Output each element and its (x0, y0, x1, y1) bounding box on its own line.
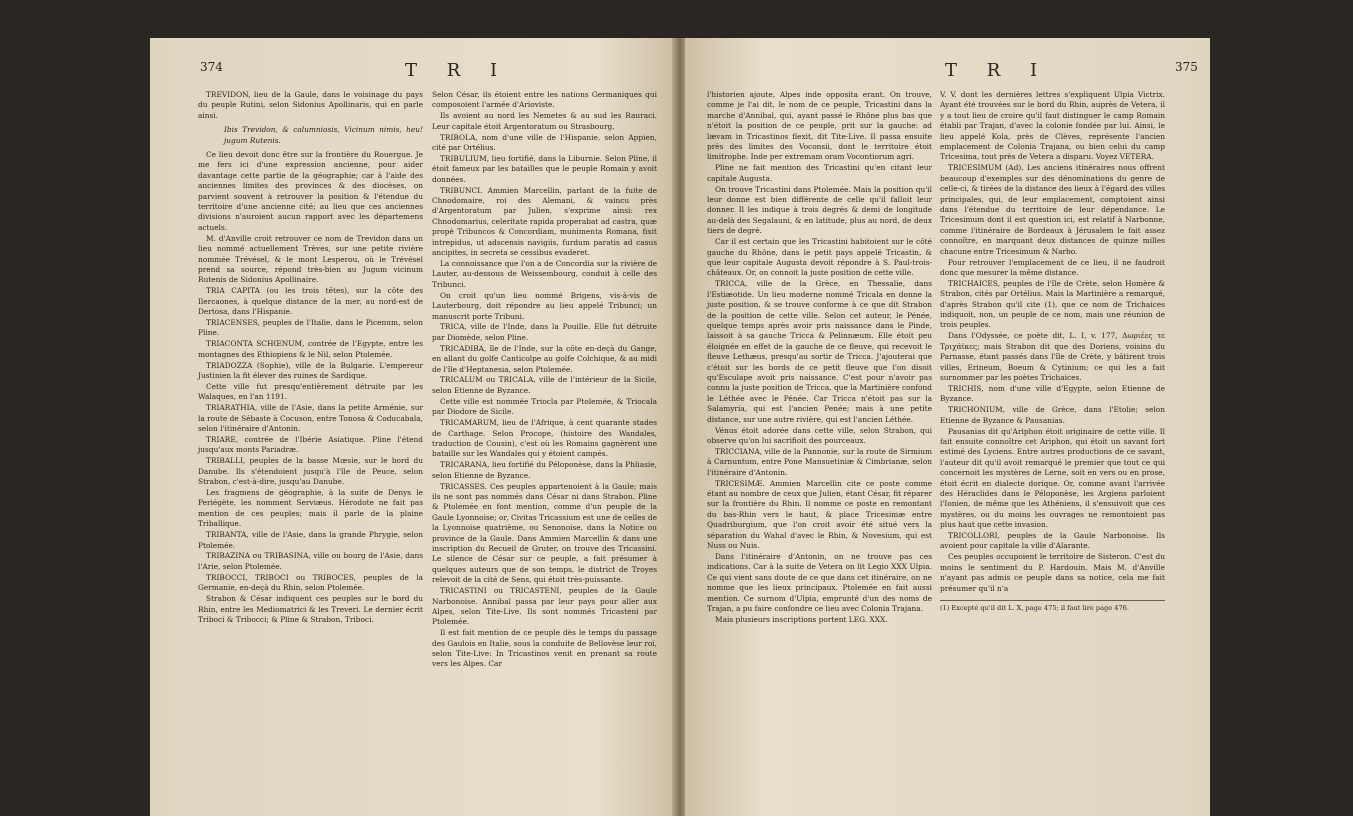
left-header (200, 60, 645, 82)
paragraph: TRICCIANA, ville de la Pannonie, sur la route de Sirmium à Carnuntum, entre Pone Mansuetiniæ & Cimbrianæ, selon l'itinéraire d'Antonin. (707, 446, 932, 477)
paragraph: TRIBAZINA ou TRIBASINA, ville ou bourg de l'Asie, dans l'Arie, selon Ptolemée. (198, 551, 423, 571)
paragraph: TRICARANA, lieu fortifié du Péloponèse, dans la Phliasie, selon Etienne de Byzance. (432, 460, 657, 480)
paragraph: Cette ville fut presqu'entièrement détruite par les Walaques, en l'an 1191. (198, 381, 423, 402)
paragraph: Pline ne fait mention des Tricastini qu'en citant leur capitale Augusta. (707, 163, 932, 183)
right-header (735, 60, 1198, 82)
paragraph: TRICASSES. Ces peuples appartenoient à la Gaule; mais ils ne sont pas nommés dans César ni dans Strabon. Pline & Ptolemée en font mention, comme d'un peuple de la Gaule Lyonnoise; or, Civitas Tricassium est une de celles de la Lyonnoise quatrième, ou Senonoise, dans la Notice ou province de la Gaule. Dans Ammien Marcellin & dans une inscription du Recueil de Gruter, on trouve des Tricassini. Le silence de César sur ce peuple, a fait présumer à quelques auteurs que de son temps, le district de Troyes relevoit de la cité de Sens, qui étoit très-puissante. (432, 481, 657, 585)
paragraph: Car il est certain que les Tricastini habitoient sur le côté gauche du Rhône, dans le petit pays appelé Tricastin, & que leur capitale Augusta devoit répondre à S. Paul-trois-châteaux. Or, on connoit la juste position de cette ville. (707, 237, 932, 278)
running-title: T R I (945, 60, 1050, 81)
paragraph: Selon César, ils étoient entre les nations Germaniques qui composoient l'armée d'Arioviste. (432, 90, 657, 110)
paragraph: TRIA CAPITA (ou les trois têtes), sur la côte des Ilercaones, à quelque distance de la mer, au nord-est de Dertosa, dans l'Hispanie. (198, 286, 423, 317)
paragraph: TRICHAICES, peuples de l'île de Crète, selon Homère & Strabon, cités par Ortélius. Mais la Martinière a remarqué, d'après Strabon qu'il cite (1), que ce nom de Trichaices indiquoit, non, un peuple de ce nom, mais une réunion de trois peuples. (940, 278, 1165, 330)
running-title: T R I (405, 60, 510, 81)
paragraph: TRIBANTA, ville de l'Asie, dans la grande Phrygie, selon Ptolemée. (198, 530, 423, 550)
paragraph: TRICASTINI ou TRICASTENI, peuples de la Gaule Narbonoise. Annibal passa par leur pays pour aller aux Alpes, selon Tite-Live. Ils sont nommés Tricasteni par Ptolemée. (432, 586, 657, 627)
paragraph: TRICESIMÆ. Ammien Marcellin cite ce poste comme étant au nombre de ceux que Julien, étant César, fit réparer sur la frontière du Rhin. Il nomme ce poste en remontant du bas-Rhin vers le haut, & place Tricesimæ entre Quadriburgium, que l'on croit avoir été situé vers la séparation du Wahal d'avec le Rhin, & Novesium, qui est Nuss ou Nuis. (707, 478, 932, 550)
paragraph: Ils avoient au nord les Nemetes & au sud les Rauraci. Leur capitale étoit Argentoratum ou Strasbourg. (432, 111, 657, 131)
paragraph: Il est fait mention de ce peuple dès le temps du passage des Gaulois en Italie, sous la conduite de Bellovèse leur roi, selon Tite-Live: In Tricastinos venit en prenant sa route vers les Alpes. Car (432, 628, 657, 669)
left-page (150, 38, 675, 816)
paragraph: TRIBOLA, nom d'une ville de l'Hispanie, selon Appien, cité par Ortélius. (432, 132, 657, 153)
paragraph: TRIACONTA SCHŒNUM, contrée de l'Egypte, entre les montagnes des Ethiopiens & le Nil, selon Ptolemée. (198, 339, 423, 359)
paragraph: Strabon & César indiquent ces peuples sur le bord du Rhin, entre les Mediomatrici & les Treveri. Le dernier écrit Triboci & Tribocci; & Pline & Strabon, Triboci. (198, 594, 423, 624)
paragraph: TRICALUM ou TRICALA, ville de l'intérieur de la Sicile, selon Etienne de Byzance. (432, 375, 657, 395)
paragraph: Dans l'itinéraire d'Antonin, on ne trouve pas ces indications. Car à la suite de Vetera on lit Legio XXX Ulpia. Ce qui vient sans doute de ce que dans cet itinéraire, on ne nomme que les lieux principaux. Ptolemée en fait aussi mention. Ce surnom d'Ulpia, emprunté d'un des noms de Trajan, a pu faire confondre ce lieu avec Colonia Trajana. (707, 551, 932, 613)
paragraph: Mais plusieurs inscriptions portent LEG. XXX. (715, 614, 888, 624)
left-column-2 (432, 90, 657, 670)
paragraph: TRIBOCCI, TRIBOCI ou TRIBOCES, peuples de la Germanie, en-deçà du Rhin, selon Ptolemée. (198, 572, 423, 593)
paragraph: l'historien ajoute, Alpes inde opposita erant. On trouve, comme je l'ai dit, le nom de ce peuple, Tricastini dans la marche d'Annibal, qui, ayant passé le Rhône plus bas que n'étoit la position de ce peuple, prit sur la gauche: ad lævam in Tricastinos flexit, dit Tite-Live. Il passa ensuite près des limites des Voconsii, dont le territoire étoit limitrophe. Inde per extremam oram Vocontiorum agri. (707, 90, 932, 162)
paragraph: La connoissance que l'on a de Concordia sur la rivière de Lauter, au-dessous de Weissembourg, conduit à celle des Tribunci. (432, 259, 657, 289)
paragraph: On trouve Tricastini dans Ptolemée. Mais la position qu'il leur donne est bien différente de celle qu'il falloit leur donner. Il les indique à trois degrés & demi de longitude au-delà des Segalauni, & en latitude, plus au nord, de deux tiers de degré. (707, 184, 932, 236)
paragraph: Vénus étoit adorée dans cette ville, selon Strabon, qui observe qu'on lui sacrifioit des pourceaux. (707, 425, 932, 445)
paragraph: TRICA, ville de l'Inde, dans la Pouille. Elle fut détruite par Diomède, selon Pline. (432, 322, 657, 342)
paragraph: TRICOLLORI, peuples de la Gaule Narbonoise. Ils avoient pour capitale la ville d'Alarante. (940, 531, 1165, 551)
paragraph: TRIARE, contrée de l'Ibérie Asiatique. Pline l'étend jusqu'aux monts Pariadræ. (198, 435, 423, 455)
paragraph: TRIBULIUM, lieu fortifié, dans la Liburnie. Selon Pline, il étoit fameux par les batailles que le peuple Romain y avoit données. (432, 153, 657, 184)
paragraph: Ibis Trevidon, & calumniosis, Vicinum nimis, heu! jugum Rutenis. (224, 125, 423, 145)
paragraph: On croit qu'un lieu nommé Brigens, vis-à-vis de Lauterbourg, doit répondre au lieu appelé Tribunci; un manuscrit porte Tribuni. (432, 290, 657, 321)
page-number: 374 (200, 60, 223, 74)
left-column-1 (198, 90, 423, 626)
paragraph: V. V. dont les dernières lettres s'expliquent Ulpia Victrix. Ayant été trouvées sur le bord du Rhin, auprès de Vetera, il y a tout lieu de croire qu'il faut distinguer le camp Romain établi par Trajan, d'avec la colonie fondée par lui. Ainsi, le lieu appelé Kola, près de Clèves, représente l'ancien emplacement de Colonia Trajana, ou bien celui du camp Tricesima, tout près de Vetera a disparu. Voyez VETERA. (940, 90, 1165, 162)
paragraph: Ces peuples occupoient le territoire de Sisteron. C'est du moins le sentiment du P. Hardouin. Mais M. d'Anville n'ayant pas admis ce peuple dans sa notice, cela me fait présumer qu'il n'a (940, 552, 1165, 593)
paragraph: Les fragmens de géographie, à la suite de Denys le Periégète, les nomment Serviæus. Hérodote ne fait pas mention de ces peuples; mais il parle de la plaine Triballique. (198, 488, 423, 529)
paragraph: Ce lieu devoit donc être sur la frontière du Rouergue. Je me fers ici d'une expression ancienne, pour aider davantage cette partie de la géographie; car à l'aide des anciennes limites des provinces & des diocèses, on parvient souvent à retrouver la position & l'étendue du territoire d'une ancienne cité; au lieu que ces anciennes divisions n'auroient aucun rapport avec les départemens actuels. (198, 150, 423, 232)
paragraph: TRICESIMUM (Ad). Les anciens itinéraires nous offrent beaucoup d'exemples sur des dénominations du genre de celle-ci, & tirées de la distance des lieux à l'égard des villes principales, qui, de leur emplacement, comptoient ainsi dans l'étendue du territoire de leur dépendance. Le Tricesimum dont il est question ici, est relatif à Narbonne, comme l'itinéraire de Bordeaux à Jérusalem le fait assez connoître, en marquant deux distances de quinze milles chacune entre Tricesimum & Narbo. (940, 163, 1165, 256)
paragraph: TRIBALLI, peuples de la basse Mœsie, sur le bord du Danube. Ils s'étendoient jusqu'à l'île de Peuce, selon Strabon, c'est-à-dire, jusqu'au Danube. (198, 456, 423, 487)
paragraph: TRIBUNCI. Ammien Marcellin, parlant de la fuite de Chnodomaire, roi des Alemani, & vaincu près d'Argentoratum par Julien, s'exprime ainsi: rex Chnodomarius, celeritate rapida properabat ad castra, quæ propè Tribuncos & Concordiam, munimenta Romana, fixit intrepidus, ut adscensis navigiis, furdum paratis ad casus ancipites, in secreta se cessibus evaderet. (432, 185, 657, 258)
page-number: 375 (1175, 60, 1198, 74)
paragraph: TRICCA, ville de la Grèce, en Thessalie, dans l'Estiæotide. Un lieu moderne nommé Tricala en donne la juste position, & se trouve conforme à ce que dit Strabon de la position de cette ville. Selon cet auteur, le Pénée, quelque temps après avoir pris naissance dans le Pinde, laissoit à sa gauche Tricca & Pelinnæum. Elle étoit peu éloignée en effet de la gauche de ce fleuve, qui recevoit le fleuve Lethæus, presqu'au sortir de Tricca. J'ajouterai que c'étoit sur les bords de ce petit fleuve que l'on disoit qu'Esculape avoit pris naissance. C'est pour n'avoir pas connu la juste position de Tricca, que la Martinière confond le Léthée avec le Pénée. Car Tricca n'étoit pas sur la Salamyria, qui est l'ancien Penée; mais à une petite distance, sur une autre rivière, qui est l'ancien Léthée. (707, 279, 932, 424)
paragraph: TRIADOZZA (Sophie), ville de la Bulgarie. L'empereur Justinien la fit élever des ruines de Sardique. (198, 360, 423, 381)
right-column-1 (707, 90, 932, 626)
paragraph: TRIACENSES, peuples de l'Italie, dans le Picenum, selon Pline. (198, 318, 423, 338)
right-column-2 (940, 90, 1165, 614)
paragraph: TRICHIS, nom d'une ville d'Egypte, selon Etienne de Byzance. (940, 383, 1165, 404)
paragraph: Pausanias dit qu'Ariphon étoit originaire de cette ville. Il fait ensuite connoître cet Ariphon, qui étoit un savant fort estimé des Lyciens. Entre autres productions de ce savant, l'auteur dit qu'il avoit remarqué le premier que tout ce qui concernoit les mystères de Lerne, soit en vers ou en prose, étoit écrit en dialecte dorique. Or, comme avant l'arrivée des Héraclides dans le Péloponèse, les Argiens parloient l'Ionien, de même que les Athéniens, il s'ensuivoit que ces mystères, ou du moins les ouvrages ne remontoient pas plus haut que cette invasion. (940, 426, 1165, 530)
footnote: (1) Excepté qu'il dit L. X, page 475; il faut lire page 476. (940, 600, 1165, 613)
paragraph: TRIARATHIA, ville de l'Asie, dans la petite Arménie, sur la route de Sébaste à Cocuson, entre Tonosa & Coducabala, selon l'itinéraire d'Antonin. (198, 403, 423, 434)
paragraph: TREVIDON, lieu de la Gaule, dans le voisinage du pays du peuple Rutini, selon Sidonius Apollinaris, qui en parle ainsi. (198, 90, 423, 120)
paragraph: TRICAMARUM, lieu de l'Afrique, à cent quarante stades de Carthage. Selon Procope, (histoire des Wandales, traduction de Cousin), c'est où les Romains gagnèrent une bataille sur les Wandales qui y étoient campés. (432, 418, 657, 459)
paragraph: M. d'Anville croit retrouver ce nom de Trevidon dans un lieu nommé actuellement Trèves, sur une petite rivière nommée Trévésel, & le mont Lesperou, où le Trévésel prend sa source, répond très-bien au Jugum vicinum Rutenis de Sidonius Apollinaire. (198, 233, 423, 285)
paragraph: Dans l'Odyssée, ce poète dit, L. I, v. 177, Δωριέες τε Τριχάϊκες; mais Strabon dit que des Doriens, voisins du Parnasse, étant passés dans l'île de Crète, y bâtirent trois villes, Erineum, Boeum & Cytinium; ce qui les a fait surnommer par les poètes Trichaices. (940, 331, 1165, 382)
paragraph: Pour retrouver l'emplacement de ce lieu, il ne faudroit donc que mesurer la même distance. (940, 257, 1165, 277)
right-page (685, 38, 1210, 816)
paragraph: TRICHONIUM, ville de Grèce, dans l'Etolie; selon Etienne de Byzance & Pausanias. (940, 405, 1165, 425)
book-spread (150, 38, 1210, 816)
paragraph: Cette ville est nommée Triocla par Ptolemée, & Triocala par Diodore de Sicile. (432, 396, 657, 417)
paragraph: TRICADIBA, île de l'Inde, sur la côte en-deçà du Gange, en allant du golfe Canticolpe au golfe Colchique, & au midi de l'île d'Heptanesia, selon Ptolemée. (432, 343, 657, 374)
